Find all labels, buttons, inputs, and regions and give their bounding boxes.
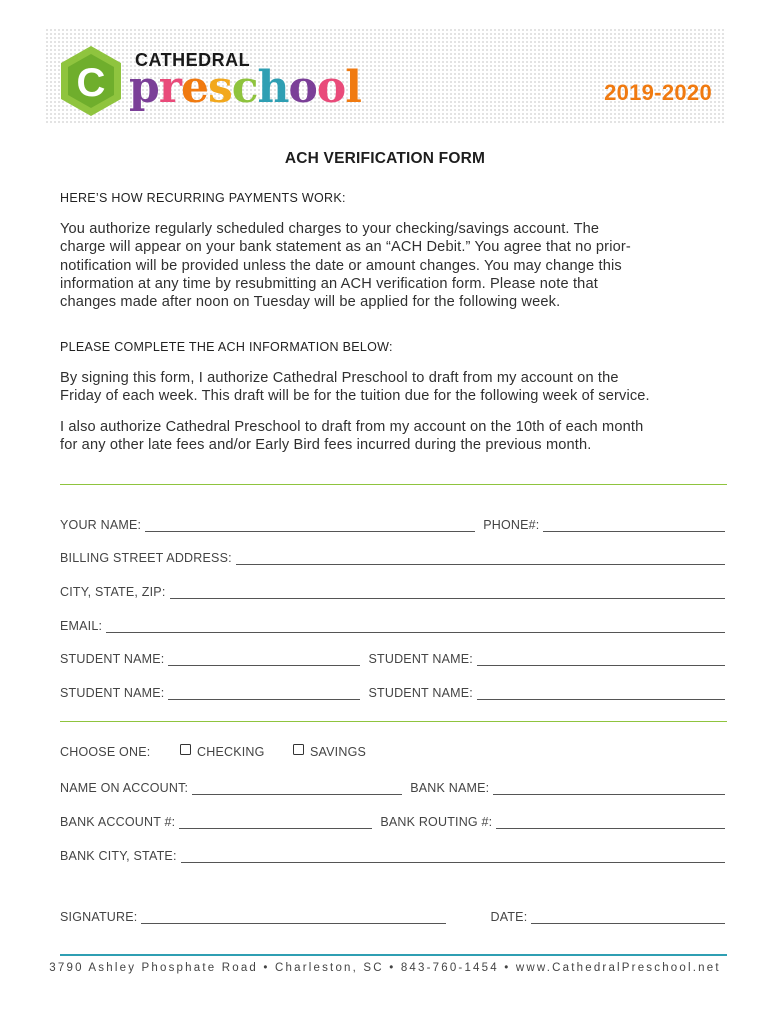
row-students-2 (60, 682, 725, 700)
authorize-paragraph-1 (60, 369, 730, 406)
text-line: notification will be provided unless the date or amount changes. You may change this (60, 257, 622, 274)
student-name-field-3[interactable] (168, 688, 360, 700)
city-state-zip-field[interactable] (170, 587, 726, 599)
phone-label: PHONE#: (483, 518, 540, 532)
section-heading-complete: PLEASE COMPLETE THE ACH INFORMATION BELOW: (60, 340, 393, 354)
divider-top (60, 484, 727, 485)
divider-middle (60, 721, 727, 722)
text-line: You authorize regularly scheduled charges to your checking/savings account. The (60, 221, 600, 237)
authorize-paragraph-2 (60, 418, 730, 455)
row-signature-date (60, 906, 725, 924)
bank-city-field[interactable] (181, 851, 725, 863)
account-type-choice (60, 743, 560, 761)
cathedral-preschool-logo (55, 44, 365, 122)
signature-field[interactable] (141, 912, 446, 924)
logo-main-word: preschool (129, 62, 361, 113)
text-line: Friday of each week. This draft will be for the tuition due for the following week of service. (60, 388, 650, 405)
your-name-field[interactable] (145, 520, 475, 532)
row-students-1 (60, 648, 725, 666)
name-on-account-label: NAME ON ACCOUNT: (60, 781, 189, 795)
student-name-field-4[interactable] (477, 688, 725, 700)
bank-name-label: BANK NAME: (410, 781, 490, 795)
email-label: EMAIL: (60, 619, 103, 633)
logo-top-word: CATHEDRAL (135, 50, 251, 70)
city-state-zip-label: CITY, STATE, ZIP: (60, 585, 166, 599)
checking-label: CHECKING (197, 745, 265, 759)
billing-address-label: BILLING STREET ADDRESS: (60, 551, 232, 565)
footer-rule (60, 954, 727, 956)
footer-contact: 3790 Ashley Phosphate Road • Charleston, SC • 843-760-1454 • www.CathedralPreschool.net (49, 962, 721, 974)
student-name-label: STUDENT NAME: (60, 652, 165, 666)
text-line: I also authorize Cathedral Preschool to draft from my account on the 10th of each month (60, 419, 644, 435)
your-name-label: YOUR NAME: (60, 518, 142, 532)
text-line: charge will appear on your bank statement as an “ACH Debit.” You agree that no prior- (60, 239, 631, 256)
phone-field[interactable] (543, 520, 725, 532)
form-title: ACH VERIFICATION FORM (284, 150, 486, 167)
bank-routing-field[interactable] (496, 817, 725, 829)
row-account-bank (60, 777, 725, 795)
date-field[interactable] (531, 912, 725, 924)
savings-checkbox[interactable] (293, 744, 304, 755)
student-name-label: STUDENT NAME: (60, 686, 165, 700)
school-year: 2019-2020 (604, 80, 712, 105)
text-line: for any other late fees and/or Early Bird fees incurred during the previous month. (60, 437, 592, 454)
logo-letter: C (76, 61, 106, 105)
row-account-routing (60, 811, 725, 829)
bank-name-field[interactable] (493, 783, 725, 795)
row-bank-city (60, 845, 725, 863)
row-name-phone (60, 514, 725, 532)
choose-one-label: CHOOSE ONE: (60, 745, 151, 759)
email-field[interactable] (106, 621, 725, 633)
student-name-field-1[interactable] (168, 654, 360, 666)
bank-city-label: BANK CITY, STATE: (60, 849, 177, 863)
student-name-field-2[interactable] (477, 654, 725, 666)
row-billing (60, 547, 725, 565)
row-email (60, 615, 725, 633)
bank-account-field[interactable] (179, 817, 372, 829)
recurring-paragraph (60, 220, 730, 311)
text-line: information at any time by resubmitting an ACH verification form. Please note that (60, 275, 598, 292)
bank-routing-label: BANK ROUTING #: (380, 815, 493, 829)
billing-address-field[interactable] (236, 553, 725, 565)
name-on-account-field[interactable] (192, 783, 402, 795)
savings-label: SAVINGS (310, 745, 367, 759)
signature-label: SIGNATURE: (60, 910, 138, 924)
student-name-label: STUDENT NAME: (368, 686, 473, 700)
checking-checkbox[interactable] (180, 744, 191, 755)
row-city (60, 581, 725, 599)
text-line: By signing this form, I authorize Cathedral Preschool to draft from my account on the (60, 370, 619, 386)
bank-account-label: BANK ACCOUNT #: (60, 815, 176, 829)
date-label: DATE: (490, 910, 528, 924)
text-line: changes made after noon on Tuesday will be applied for the following week. (60, 294, 561, 311)
student-name-label: STUDENT NAME: (368, 652, 473, 666)
section-heading-recurring: HERE’S HOW RECURRING PAYMENTS WORK: (60, 191, 346, 205)
